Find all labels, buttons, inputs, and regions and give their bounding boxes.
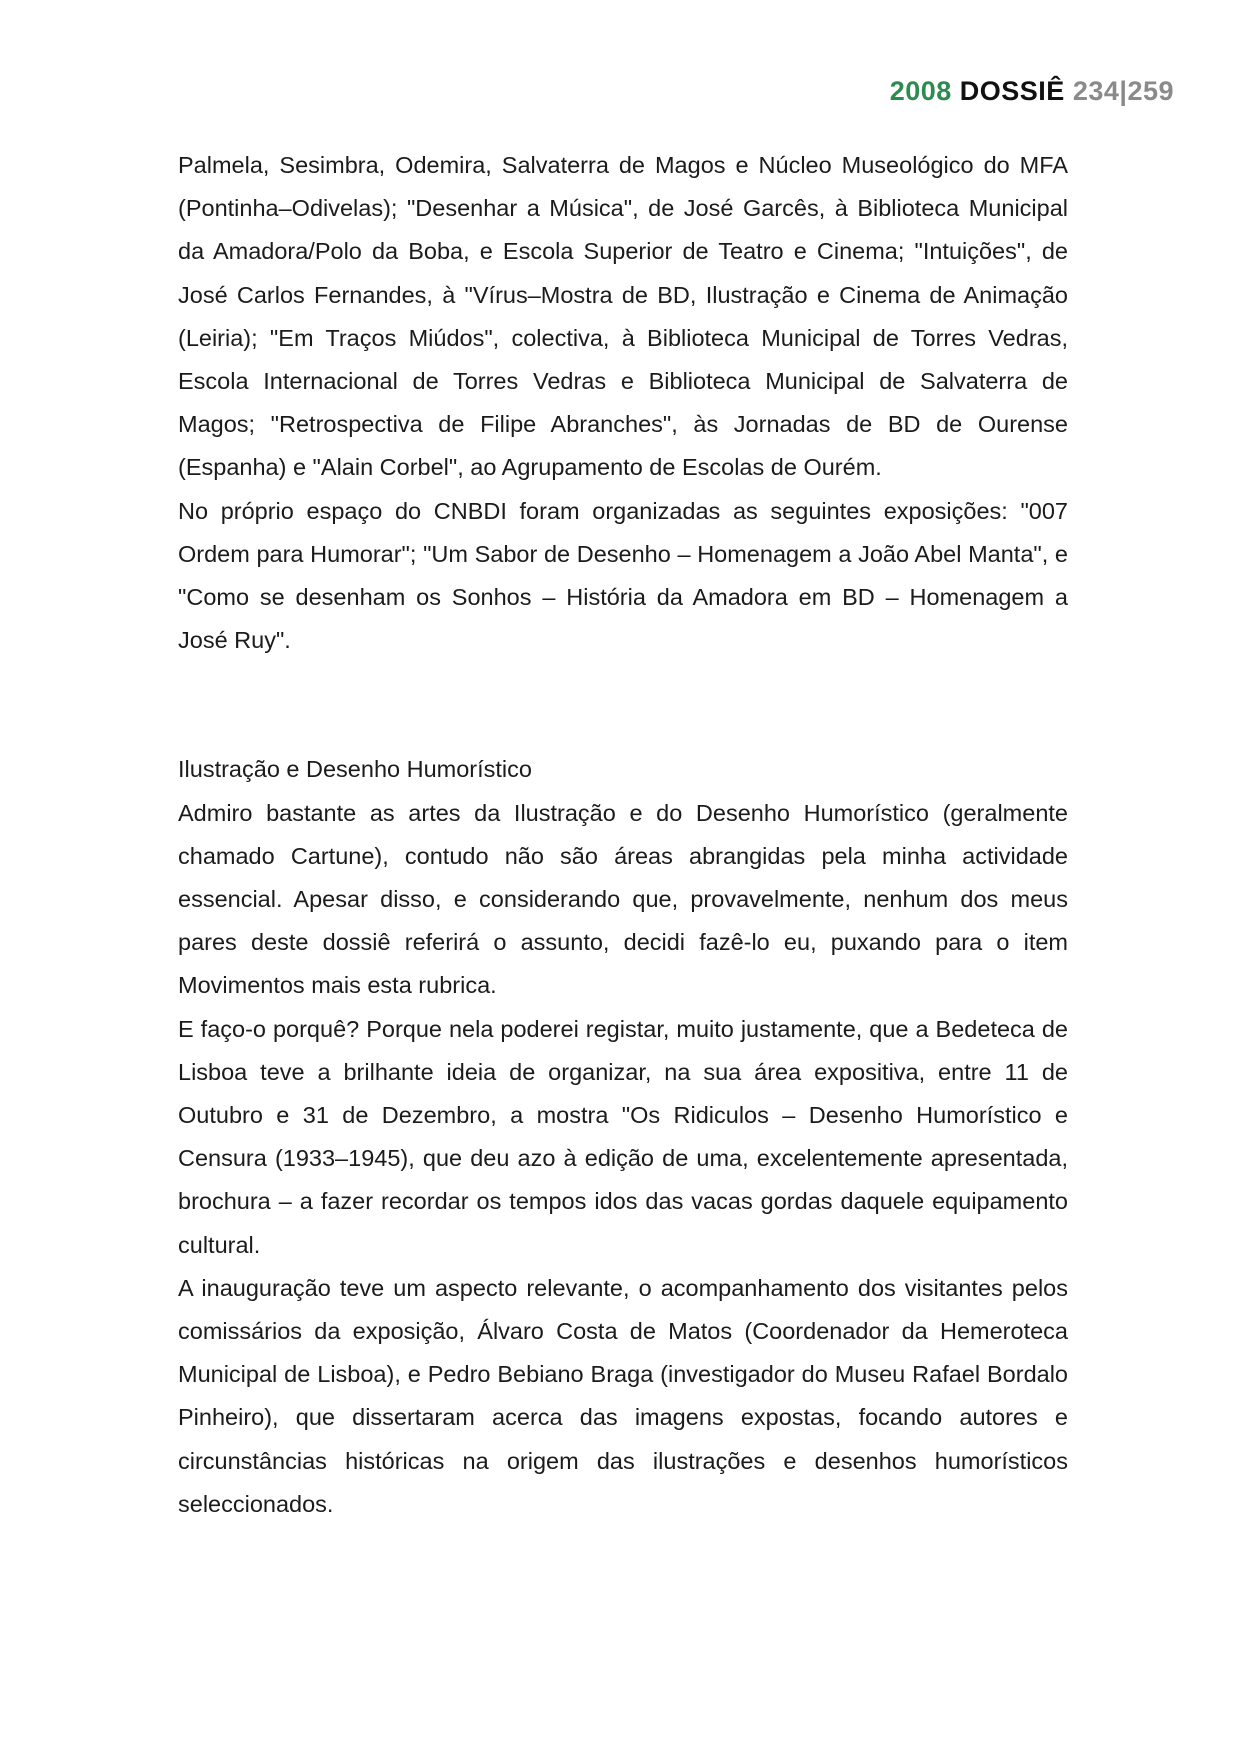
header-page-total: 259 <box>1127 76 1174 106</box>
section-spacer <box>178 662 1068 748</box>
header-page-number <box>1073 76 1174 106</box>
section-title: Ilustração e Desenho Humorístico <box>178 756 532 783</box>
paragraph: Admiro bastante as artes da Ilustração e do Desenho Humorístico (geralmente chamado Cartune), contudo não são áreas abrangidas pela minha actividade essencial. Apesar disso, e considerando que, provavelmente, nenhum dos meus pares deste dossiê referirá o assunto, decidi fazê-lo eu, puxando para o item Movimentos mais esta rubrica. <box>178 799 1068 999</box>
header-year: 2008 <box>889 76 960 106</box>
header-page-separator: | <box>1119 76 1128 106</box>
header-page-current: 234 <box>1072 76 1120 106</box>
header-title: DOSSIÊ <box>959 76 1073 106</box>
document-body <box>178 144 1068 1526</box>
paragraph: Palmela, Sesimbra, Odemira, Salvaterra de Magos e Núcleo Museológico do MFA (Pontinha–Odivelas); "Desenhar a Música", de José Garcês, à Biblioteca Municipal da Amadora/Polo da Boba, e Escola Superior de Teatro e Cinema; "Intuições", de José Carlos Fernandes, à "Vírus–Mostra de BD, Ilustração e Cinema de Animação (Leiria); "Em Traços Miúdos", colectiva, à Biblioteca Municipal de Torres Vedras, Escola Internacional de Torres Vedras e Biblioteca Municipal de Salvaterra de Magos; "Retrospectiva de Filipe Abranches", às Jornadas de BD de Ourense (Espanha) e "Alain Corbel", ao Agrupamento de Escolas de Ourém. <box>178 152 1068 481</box>
page-header <box>890 76 1174 107</box>
paragraph: A inauguração teve um aspecto relevante, o acompanhamento dos visitantes pelos comissários da exposição, Álvaro Costa de Matos (Coordenador da Hemeroteca Municipal de Lisboa), e Pedro Bebiano Braga (investigador do Museu Rafael Bordalo Pinheiro), que dissertaram acerca das imagens expostas, focando autores e circunstâncias históricas na origem das ilustrações e desenhos humorísticos seleccionados. <box>178 1274 1068 1517</box>
paragraph: No próprio espaço do CNBDI foram organizadas as seguintes exposições: "007 Ordem para Humorar"; "Um Sabor de Desenho – Homenagem a João Abel Manta", e "Como se desenham os Sonhos – História da Amadora em BD – Homenagem a José Ruy". <box>178 497 1068 654</box>
paragraph: E faço-o porquê? Porque nela poderei registar, muito justamente, que a Bedeteca de Lisboa teve a brilhante ideia de organizar, na sua área expositiva, entre 11 de Outubro e 31 de Dezembro, a mostra "Os Ridiculos – Desenho Humorístico e Censura (1933–1945), que deu azo à edição de uma, excelentemente apresentada, brochura – a fazer recordar os tempos idos das vacas gordas daquele equipamento cultural. <box>178 1015 1068 1258</box>
